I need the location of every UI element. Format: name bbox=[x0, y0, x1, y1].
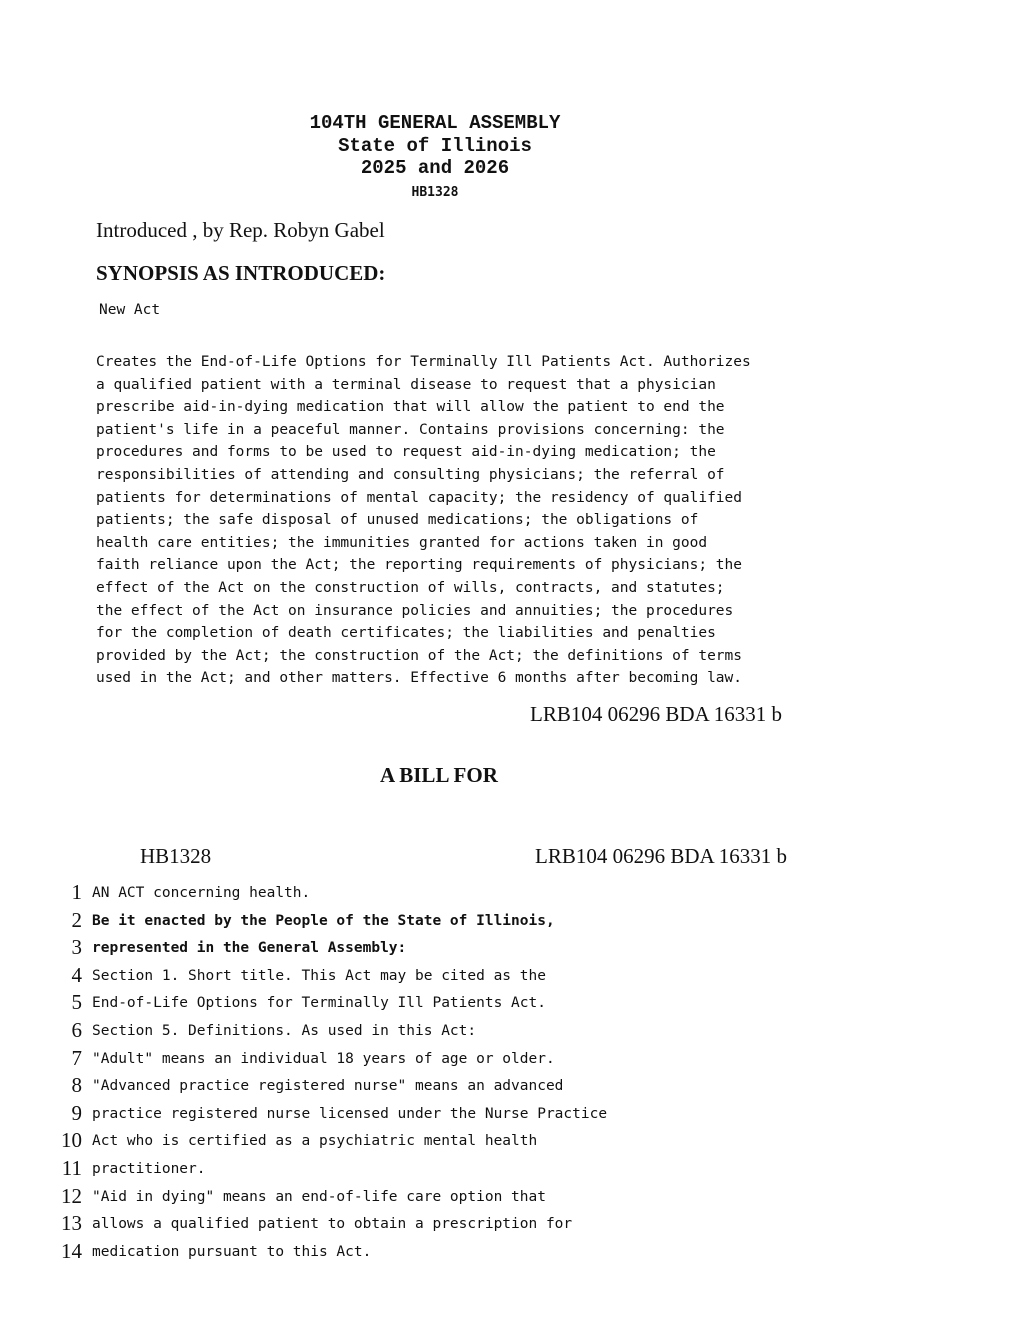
bill-line bbox=[0, 879, 1024, 907]
bill-line bbox=[0, 1017, 1024, 1045]
line-text: medication pursuant to this Act. bbox=[92, 1243, 372, 1260]
synopsis-line: patients for determinations of mental capacity; the residency of qualified bbox=[96, 489, 743, 506]
page-header-bill-number: HB1328 bbox=[140, 844, 212, 868]
line-number: 9 bbox=[71, 1100, 82, 1125]
line-number: 4 bbox=[71, 962, 82, 987]
bill-line bbox=[0, 1100, 1024, 1128]
synopsis-line: provided by the Act; the construction of the Act; the definitions of terms bbox=[96, 647, 743, 664]
line-number: 13 bbox=[61, 1211, 82, 1236]
page-header-lrb-code: LRB104 06296 BDA 16331 b bbox=[535, 844, 788, 868]
line-text: AN ACT concerning health. bbox=[92, 885, 311, 901]
bill-line bbox=[0, 1183, 1024, 1211]
assembly-title: 104TH GENERAL ASSEMBLY bbox=[309, 112, 561, 134]
line-text: practitioner. bbox=[92, 1160, 206, 1177]
line-number: 11 bbox=[61, 1155, 82, 1180]
line-text: "Aid in dying" means an end-of-life care option that bbox=[92, 1188, 546, 1205]
synopsis-body bbox=[96, 351, 786, 690]
session-years: 2025 and 2026 bbox=[360, 157, 510, 179]
bill-line bbox=[0, 989, 1024, 1017]
synopsis-line: patient's life in a peaceful manner. Contains provisions concerning: the bbox=[96, 421, 725, 438]
lrb-code: LRB104 06296 BDA 16331 b bbox=[530, 702, 783, 726]
bill-line bbox=[0, 1238, 1024, 1266]
line-number: 14 bbox=[61, 1238, 82, 1263]
line-text: allows a qualified patient to obtain a prescription for bbox=[92, 1216, 573, 1233]
synopsis-line: the effect of the Act on insurance policies and annuities; the procedures bbox=[96, 602, 734, 619]
line-text: End-of-Life Options for Terminally Ill Patients Act. bbox=[92, 995, 546, 1012]
line-text: Section 5. Definitions. As used in this Act: bbox=[92, 1022, 477, 1039]
synopsis-heading: SYNOPSIS AS INTRODUCED: bbox=[96, 261, 386, 285]
line-number: 5 bbox=[71, 990, 82, 1015]
bill-number-title: HB1328 bbox=[411, 185, 459, 200]
bill-line bbox=[0, 1155, 1024, 1183]
bill-line bbox=[0, 934, 1024, 962]
bill-line bbox=[0, 1210, 1024, 1238]
state-title: State of Illinois bbox=[338, 135, 532, 157]
line-number: 12 bbox=[61, 1183, 82, 1208]
bill-line bbox=[0, 1045, 1024, 1073]
synopsis-line: responsibilities of attending and consulting physicians; the referral of bbox=[96, 466, 725, 483]
line-number: 3 bbox=[71, 935, 82, 960]
synopsis-line: prescribe aid-in-dying medication that will allow the patient to end the bbox=[96, 399, 725, 416]
synopsis-line: faith reliance upon the Act; the reporting requirements of physicians; the bbox=[96, 557, 743, 574]
bill-text bbox=[0, 879, 1024, 1265]
line-number: 1 bbox=[71, 880, 82, 904]
line-text: Section 1. Short title. This Act may be cited as the bbox=[92, 967, 546, 984]
line-number: 2 bbox=[71, 907, 82, 932]
synopsis-line: effect of the Act on the construction of wills, contracts, and statutes; bbox=[96, 579, 725, 596]
line-number: 6 bbox=[71, 1017, 82, 1042]
line-number: 7 bbox=[71, 1045, 82, 1070]
line-number: 8 bbox=[71, 1073, 82, 1098]
synopsis-line: a qualified patient with a terminal disease to request that a physician bbox=[96, 376, 716, 393]
synopsis-line: procedures and forms to be used to request aid-in-dying medication; the bbox=[96, 444, 716, 461]
introduced-by: Introduced , by Rep. Robyn Gabel bbox=[96, 218, 385, 242]
bill-line bbox=[0, 1127, 1024, 1155]
line-text: "Advanced practice registered nurse" means an advanced bbox=[92, 1078, 564, 1095]
synopsis-line: patients; the safe disposal of unused medications; the obligations of bbox=[96, 512, 699, 529]
bill-line bbox=[0, 907, 1024, 935]
line-text: Be it enacted by the People of the State of Illinois, bbox=[92, 912, 555, 929]
line-text: Act who is certified as a psychiatric mental health bbox=[92, 1133, 538, 1150]
synopsis-line: health care entities; the immunities granted for actions taken in good bbox=[96, 534, 708, 551]
new-act-label: New Act bbox=[99, 302, 161, 318]
synopsis-line: for the completion of death certificates; the liabilities and penalties bbox=[96, 625, 716, 642]
synopsis-line: Creates the End-of-Life Options for Terminally Ill Patients Act. Authorizes bbox=[96, 354, 751, 370]
line-text: represented in the General Assembly: bbox=[92, 940, 407, 957]
bill-for-heading: A BILL FOR bbox=[380, 763, 498, 787]
synopsis-line: used in the Act; and other matters. Effective 6 months after becoming law. bbox=[96, 670, 743, 687]
line-text: practice registered nurse licensed under the Nurse Practice bbox=[92, 1105, 608, 1122]
line-number: 10 bbox=[61, 1128, 82, 1153]
line-text: "Adult" means an individual 18 years of age or older. bbox=[92, 1050, 555, 1067]
bill-line bbox=[0, 962, 1024, 990]
bill-line bbox=[0, 1072, 1024, 1100]
